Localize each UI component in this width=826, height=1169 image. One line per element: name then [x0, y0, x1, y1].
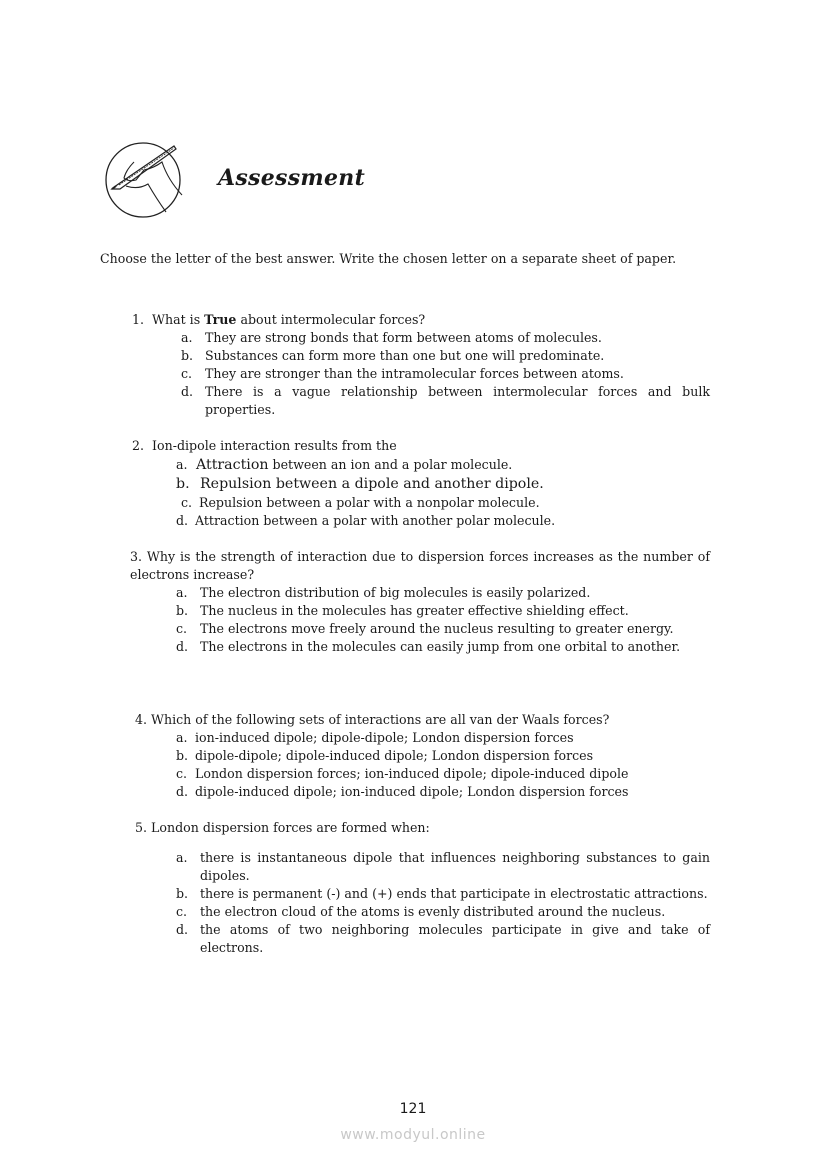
option-a: a. Attraction between an ion and a polar molecule.: [176, 457, 513, 473]
option-c: c. London dispersion forces; ion-induced dipole; dipole-induced dipole: [176, 766, 629, 781]
watermark: www.modyul.online: [340, 1127, 486, 1143]
option-d: d. There is a vague relationship between intermolecular forces and bulk properties.: [181, 384, 710, 417]
option-c: c. the electron cloud of the atoms is evenly distributed around the nucleus.: [176, 904, 666, 919]
question-5: [135, 819, 710, 957]
option-a: a. there is instantaneous dipole that influences neighboring substances to gain dipoles.: [176, 850, 710, 883]
option-c: c. The electrons move freely around the nucleus resulting to greater energy.: [176, 621, 674, 636]
question-3: [130, 548, 710, 656]
question-text: 1. What is True about intermolecular forces?: [132, 312, 426, 327]
question-text: 4. Which of the following sets of interactions are all van der Waals forces?: [135, 712, 610, 727]
option-b: b. Substances can form more than one but one will predominate.: [181, 348, 605, 363]
option-c: c. Repulsion between a polar with a nonpolar molecule.: [181, 495, 540, 510]
instructions: Choose the letter of the best answer. Write the chosen letter on a separate sheet of paper.: [100, 251, 677, 266]
option-d: d. the atoms of two neighboring molecules participate in give and take of electrons.: [176, 922, 710, 955]
question-2: [132, 437, 710, 530]
option-b: b. dipole-dipole; dipole-induced dipole; London dispersion forces: [176, 748, 594, 763]
option-a: a. They are strong bonds that form between atoms of molecules.: [181, 330, 602, 345]
option-d: d. The electrons in the molecules can easily jump from one orbital to another.: [176, 639, 681, 654]
option-b: b. there is permanent (-) and (+) ends that participate in electrostatic attractions.: [176, 886, 708, 901]
question-text: 3. Why is the strength of interaction due to dispersion forces increases as the number of electrons increase?: [130, 549, 710, 582]
question-text: 5. London dispersion forces are formed when:: [135, 820, 430, 835]
question-text: 2. Ion-dipole interaction results from the: [132, 438, 397, 453]
option-d: d. Attraction between a polar with another polar molecule.: [176, 513, 556, 528]
option-a: a. ion-induced dipole; dipole-dipole; London dispersion forces: [176, 730, 574, 745]
option-d: d. dipole-induced dipole; ion-induced dipole; London dispersion forces: [176, 784, 629, 799]
option-c: c. They are stronger than the intramolecular forces between atoms.: [181, 366, 624, 381]
hand-writing-pencil-icon: [104, 140, 184, 223]
page-title: Assessment: [218, 165, 366, 191]
option-a: a. The electron distribution of big molecules is easily polarized.: [176, 585, 591, 600]
question-1: [132, 311, 710, 419]
question-4: [135, 711, 715, 801]
option-b: b. Repulsion between a dipole and another dipole.: [176, 476, 544, 492]
option-b: b. The nucleus in the molecules has greater effective shielding effect.: [176, 603, 629, 618]
page-number: 121: [399, 1101, 427, 1117]
